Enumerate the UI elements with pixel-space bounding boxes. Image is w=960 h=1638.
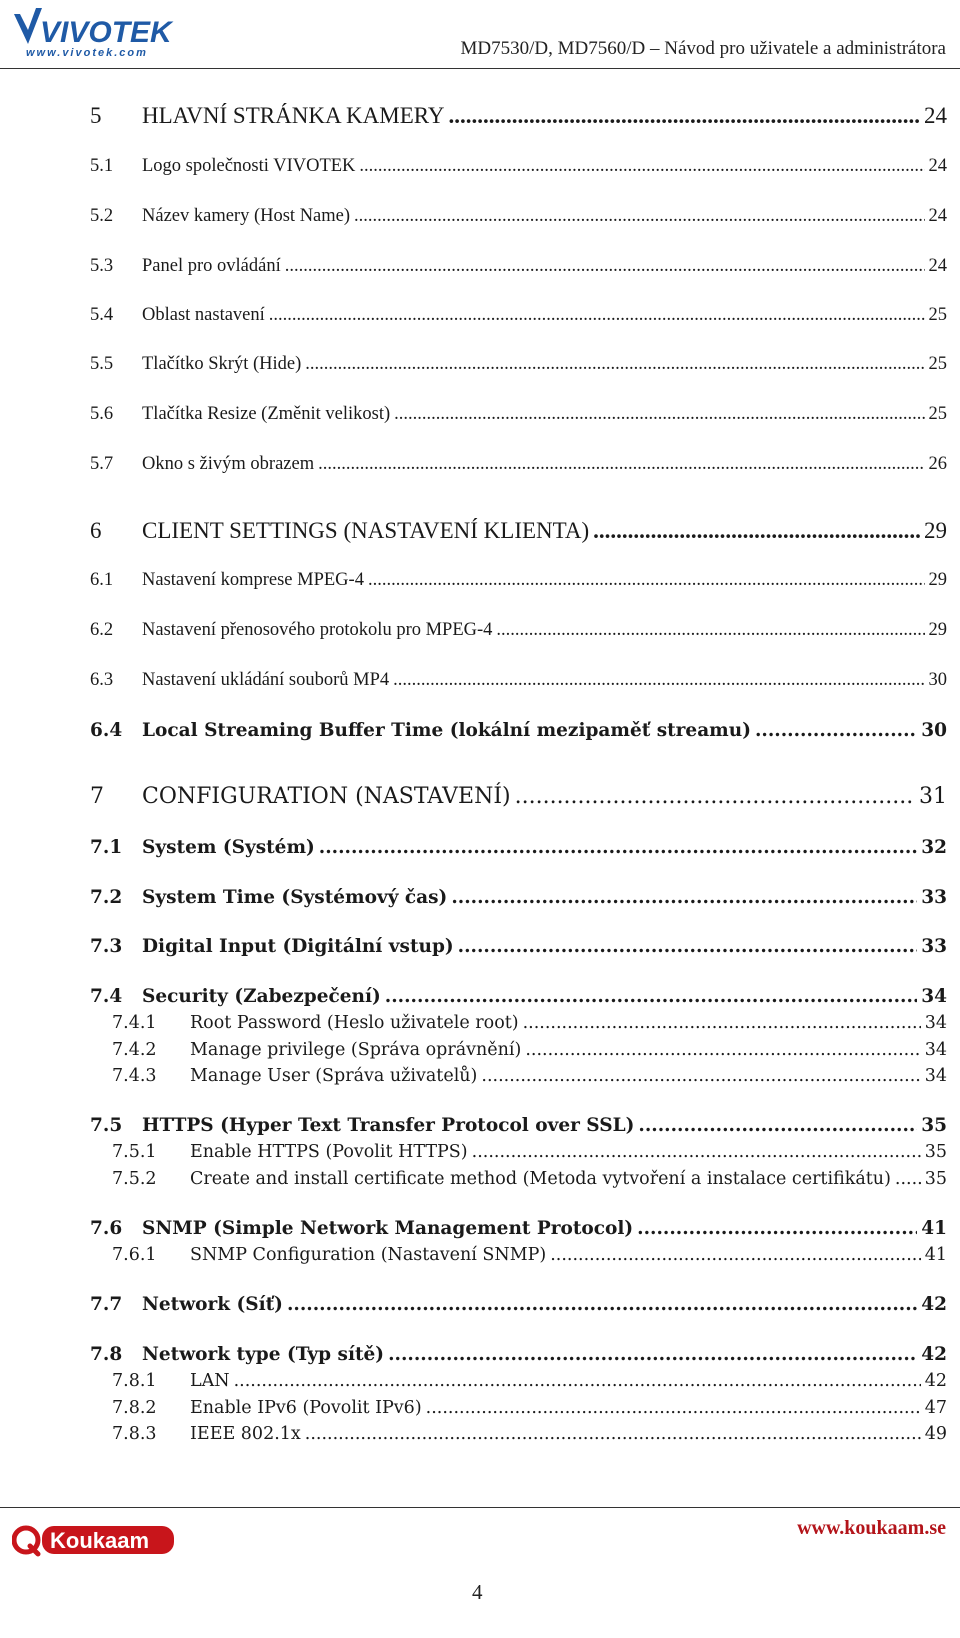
toc-entry-page: 33 bbox=[921, 936, 947, 957]
toc-dot-leader bbox=[285, 256, 925, 277]
toc-dot-leader bbox=[305, 354, 924, 375]
toc-entry-page: 24 bbox=[928, 256, 947, 276]
toc-entry-title: Tlačítka Resize (Změnit velikost) bbox=[142, 404, 391, 424]
toc-entry[interactable] bbox=[90, 404, 947, 425]
toc-dot-leader bbox=[525, 1040, 920, 1060]
toc-entry-title: Manage privilege (Správa oprávnění) bbox=[190, 1040, 522, 1060]
toc-entry-page: 25 bbox=[928, 305, 947, 325]
toc-entry-number: 7.6.1 bbox=[112, 1245, 157, 1265]
toc-entry-page: 31 bbox=[919, 784, 947, 809]
toc-entry-number: 7.4.2 bbox=[112, 1040, 157, 1060]
toc-entry-title: LAN bbox=[190, 1371, 230, 1391]
toc-entry-title: Create and install certificate method (Metoda vytvoření a instalace certifikátu) bbox=[190, 1169, 891, 1189]
toc-entry-title: Okno s živým obrazem bbox=[142, 454, 315, 474]
page-header bbox=[0, 0, 960, 70]
toc-entry-title: Oblast nastavení bbox=[142, 305, 265, 325]
toc-entry[interactable] bbox=[90, 1115, 947, 1136]
toc-entry[interactable] bbox=[90, 305, 947, 326]
toc-entry-page: 34 bbox=[924, 1013, 947, 1033]
toc-entry-title: HLAVNÍ STRÁNKA KAMERY bbox=[142, 103, 445, 128]
toc-entry-number: 7.1 bbox=[90, 837, 123, 858]
toc-entry-number: 6.3 bbox=[90, 670, 114, 690]
toc-entry-number: 7.8 bbox=[90, 1344, 123, 1365]
toc-entry-page: 34 bbox=[921, 986, 947, 1007]
toc-entry-page: 24 bbox=[924, 103, 947, 128]
toc-dot-leader bbox=[394, 404, 924, 425]
toc-entry-number: 5.1 bbox=[90, 156, 114, 176]
toc-entry[interactable] bbox=[90, 1344, 947, 1365]
document-title: MD7530/D, MD7560/D – Návod pro uživatele a administrátora bbox=[460, 38, 946, 59]
toc-entry[interactable] bbox=[112, 1013, 947, 1033]
toc-entry[interactable] bbox=[112, 1371, 947, 1391]
toc-entry-number: 6 bbox=[90, 518, 102, 543]
toc-entry[interactable] bbox=[90, 206, 947, 227]
toc-entry[interactable] bbox=[112, 1398, 947, 1418]
toc-entry[interactable] bbox=[90, 454, 947, 475]
toc-dot-leader bbox=[319, 837, 917, 858]
toc-entry-number: 6.2 bbox=[90, 620, 114, 640]
toc-entry[interactable] bbox=[112, 1424, 947, 1444]
toc-entry-title: Nastavení komprese MPEG-4 bbox=[142, 570, 364, 590]
toc-entry-page: 49 bbox=[924, 1424, 947, 1444]
toc-entry-number: 7.7 bbox=[90, 1294, 123, 1315]
toc-entry-title: Network (Síť) bbox=[142, 1294, 283, 1315]
toc-entry-number: 7.8.1 bbox=[112, 1371, 157, 1391]
toc-entry-page: 42 bbox=[921, 1294, 947, 1315]
toc-entry-title: Enable HTTPS (Povolit HTTPS) bbox=[190, 1142, 468, 1162]
toc-entry[interactable] bbox=[90, 103, 947, 129]
toc-dot-leader bbox=[385, 986, 917, 1007]
toc-entry-page: 26 bbox=[928, 454, 947, 474]
toc-dot-leader bbox=[305, 1424, 921, 1444]
toc-entry-title: CLIENT SETTINGS (NASTAVENÍ KLIENTA) bbox=[142, 518, 590, 543]
toc-entry[interactable] bbox=[90, 837, 947, 858]
toc-entry-page: 29 bbox=[924, 518, 947, 543]
toc-entry-number: 7.5 bbox=[90, 1115, 123, 1136]
toc-entry-page: 25 bbox=[928, 354, 947, 374]
footer-divider bbox=[0, 1507, 960, 1508]
toc-entry-page: 34 bbox=[924, 1040, 947, 1060]
toc-entry-number: 5.6 bbox=[90, 404, 114, 424]
toc-entry-number: 7.2 bbox=[90, 887, 123, 908]
toc-dot-leader bbox=[318, 454, 924, 475]
toc-entry[interactable] bbox=[112, 1169, 947, 1189]
koukaam-logo bbox=[12, 1516, 177, 1560]
toc-entry-number: 6.4 bbox=[90, 720, 123, 741]
toc-dot-leader bbox=[593, 518, 920, 544]
toc-entry-page: 41 bbox=[921, 1218, 947, 1239]
toc-entry-title: Nastavení ukládání souborů MP4 bbox=[142, 670, 390, 690]
toc-dot-leader bbox=[426, 1398, 921, 1418]
toc-entry[interactable] bbox=[90, 570, 947, 591]
toc-entry-title: SNMP Configuration (Nastavení SNMP) bbox=[190, 1245, 547, 1265]
toc-entry[interactable] bbox=[90, 1294, 947, 1315]
toc-dot-leader bbox=[388, 1344, 917, 1365]
toc-dot-leader bbox=[755, 720, 917, 741]
toc-entry[interactable] bbox=[90, 1218, 947, 1239]
toc-entry-number: 7.3 bbox=[90, 936, 123, 957]
toc-dot-leader bbox=[368, 570, 925, 591]
toc-entry[interactable] bbox=[90, 936, 947, 957]
toc-dot-leader bbox=[523, 1013, 921, 1033]
toc-entry-page: 30 bbox=[921, 720, 947, 741]
toc-entry-title: Název kamery (Host Name) bbox=[142, 206, 351, 226]
toc-entry-number: 5 bbox=[90, 103, 102, 128]
toc-entry-page: 41 bbox=[924, 1245, 947, 1265]
toc-entry[interactable] bbox=[90, 784, 947, 809]
toc-entry-number: 7.5.1 bbox=[112, 1142, 157, 1162]
toc-entry-page: 24 bbox=[928, 206, 947, 226]
toc-entry-page: 34 bbox=[924, 1066, 947, 1086]
toc-entry-title: System Time (Systémový čas) bbox=[142, 887, 448, 908]
toc-dot-leader bbox=[637, 1218, 917, 1239]
toc-entry-title: Tlačítko Skrýt (Hide) bbox=[142, 354, 302, 374]
toc-entry-title: Local Streaming Buffer Time (lokální mezipaměť streamu) bbox=[142, 720, 751, 741]
toc-entry-number: 5.4 bbox=[90, 305, 114, 325]
toc-entry-page: 32 bbox=[921, 837, 947, 858]
toc-entry-number: 7.4 bbox=[90, 986, 123, 1007]
toc-entry-number: 7.8.2 bbox=[112, 1398, 157, 1418]
toc-entry-title: HTTPS (Hyper Text Transfer Protocol over SSL) bbox=[142, 1115, 635, 1136]
toc-entry-number: 7.5.2 bbox=[112, 1169, 157, 1189]
toc-entry[interactable] bbox=[90, 518, 947, 544]
toc-entry[interactable] bbox=[90, 620, 947, 641]
toc-dot-leader bbox=[638, 1115, 917, 1136]
toc-dot-leader bbox=[393, 670, 924, 691]
toc-dot-leader bbox=[472, 1142, 921, 1162]
toc-dot-leader bbox=[496, 620, 924, 641]
toc-entry-page: 35 bbox=[924, 1169, 947, 1189]
toc-entry[interactable] bbox=[90, 256, 947, 277]
toc-entry-number: 7.4.1 bbox=[112, 1013, 157, 1033]
toc-dot-leader bbox=[458, 936, 918, 957]
toc-entry-page: 29 bbox=[928, 620, 947, 640]
toc-entry-title: Manage User (Správa uživatelů) bbox=[190, 1066, 478, 1086]
toc-entry-title: IEEE 802.1x bbox=[190, 1424, 301, 1444]
toc-dot-leader bbox=[451, 887, 917, 908]
toc-entry-number: 5.7 bbox=[90, 454, 114, 474]
toc-entry-page: 30 bbox=[928, 670, 947, 690]
toc-entry-title: Logo společnosti VIVOTEK bbox=[142, 156, 356, 176]
toc-entry-title: Network type (Typ sítě) bbox=[142, 1344, 385, 1365]
svg-text:Koukaam: Koukaam bbox=[50, 1528, 150, 1553]
toc-dot-leader bbox=[287, 1294, 917, 1315]
toc-entry-title: Nastavení přenosového protokolu pro MPEG-4 bbox=[142, 620, 493, 640]
toc-dot-leader bbox=[359, 156, 924, 177]
page-number: 4 bbox=[472, 1580, 483, 1604]
toc-entry-page: 42 bbox=[921, 1344, 947, 1365]
toc-entry-title: Digital Input (Digitální vstup) bbox=[142, 936, 454, 957]
toc-entry[interactable] bbox=[112, 1245, 947, 1265]
toc-entry-title: Security (Zabezpečení) bbox=[142, 986, 381, 1007]
toc-entry-number: 5.2 bbox=[90, 206, 114, 226]
toc-entry-number: 6.1 bbox=[90, 570, 114, 590]
toc-entry[interactable] bbox=[112, 1066, 947, 1086]
vivotek-logo bbox=[12, 4, 187, 60]
toc-entry[interactable] bbox=[90, 670, 947, 691]
toc-entry-number: 7.4.3 bbox=[112, 1066, 157, 1086]
toc-entry-title: Panel pro ovládání bbox=[142, 256, 281, 276]
toc-entry-number: 7 bbox=[90, 784, 104, 809]
toc-entry-page: 42 bbox=[924, 1371, 947, 1391]
toc-entry-page: 35 bbox=[921, 1115, 947, 1136]
toc-entry-title: Enable IPv6 (Povolit IPv6) bbox=[190, 1398, 422, 1418]
toc-entry-number: 5.3 bbox=[90, 256, 114, 276]
toc-dot-leader bbox=[515, 784, 915, 809]
toc-entry-title: CONFIGURATION (NASTAVENÍ) bbox=[142, 784, 511, 809]
svg-text:www.vivotek.com: www.vivotek.com bbox=[26, 47, 148, 59]
toc-entry[interactable] bbox=[90, 156, 947, 177]
toc-entry-number: 5.5 bbox=[90, 354, 114, 374]
toc-entry-number: 7.8.3 bbox=[112, 1424, 157, 1444]
toc-dot-leader bbox=[234, 1371, 921, 1391]
toc-dot-leader bbox=[550, 1245, 921, 1265]
footer-url[interactable]: www.koukaam.se bbox=[797, 1517, 946, 1539]
toc-dot-leader bbox=[481, 1066, 920, 1086]
toc-entry[interactable] bbox=[112, 1040, 947, 1060]
toc-entry-title: SNMP (Simple Network Management Protocol) bbox=[142, 1218, 634, 1239]
toc-entry[interactable] bbox=[90, 986, 947, 1007]
toc-entry-page: 25 bbox=[928, 404, 947, 424]
toc-entry-page: 29 bbox=[928, 570, 947, 590]
toc-entry-title: Root Password (Heslo uživatele root) bbox=[190, 1013, 519, 1033]
toc-entry-page: 47 bbox=[924, 1398, 947, 1418]
toc-entry[interactable] bbox=[112, 1142, 947, 1162]
header-divider bbox=[0, 68, 960, 69]
toc-entry-page: 35 bbox=[924, 1142, 947, 1162]
toc-entry-number: 7.6 bbox=[90, 1218, 123, 1239]
toc-entry-page: 24 bbox=[928, 156, 947, 176]
toc-dot-leader bbox=[354, 206, 924, 227]
toc-entry[interactable] bbox=[90, 887, 947, 908]
toc-entry-title: System (Systém) bbox=[142, 837, 315, 858]
toc-entry[interactable] bbox=[90, 354, 947, 375]
toc-entry-page: 33 bbox=[921, 887, 947, 908]
toc-dot-leader bbox=[269, 305, 925, 326]
toc-entry[interactable] bbox=[90, 720, 947, 741]
toc-dot-leader bbox=[448, 103, 920, 129]
toc-dot-leader bbox=[895, 1169, 921, 1189]
svg-text:VIVOTEK: VIVOTEK bbox=[40, 16, 172, 49]
